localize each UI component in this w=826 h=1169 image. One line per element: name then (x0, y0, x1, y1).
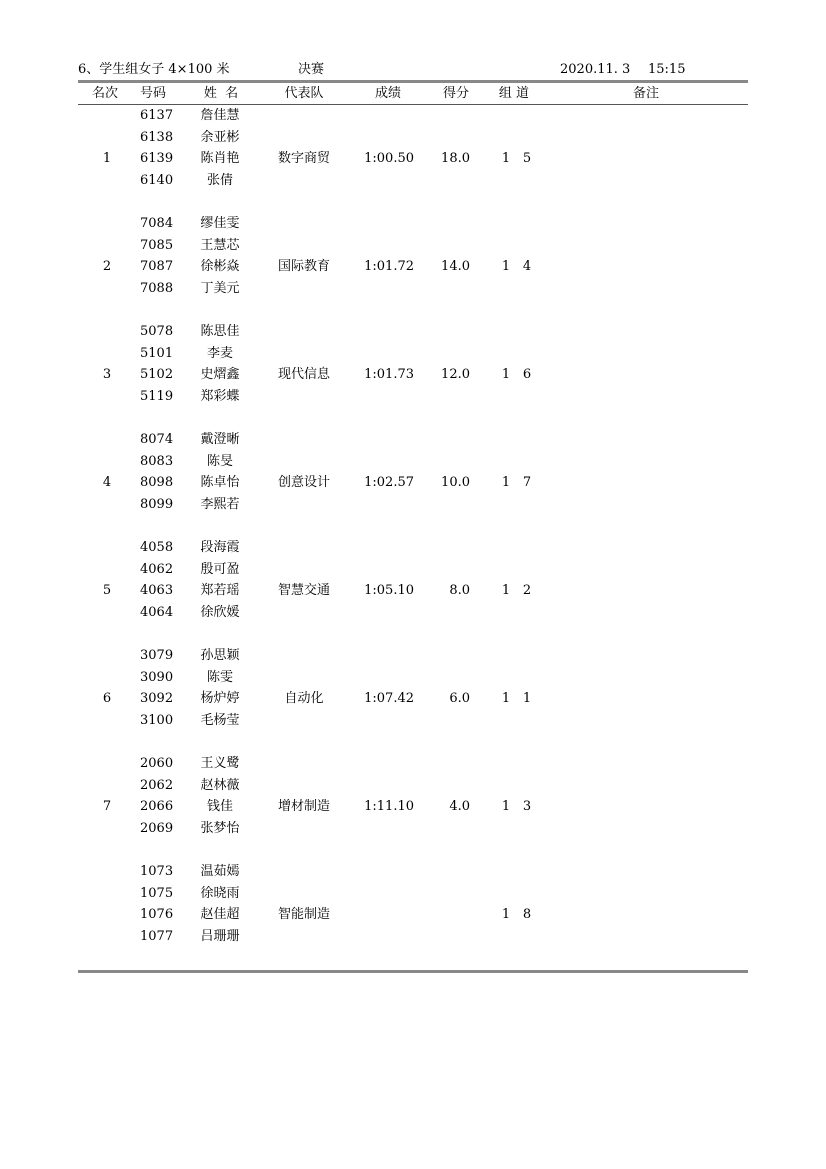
athlete-number: 2060 (140, 756, 174, 771)
athlete-name: 陈思佳 (200, 324, 240, 339)
athlete-name: 徐彬焱 (200, 259, 240, 275)
col-number-header: 号码 (139, 86, 167, 101)
athlete-name: 张倩 (206, 173, 234, 189)
athlete-name: 李麦 (206, 345, 234, 361)
result-cell: 1:01.73 (364, 367, 414, 383)
team-cell: 现代信息 (277, 367, 331, 383)
team-cell: 智慧交通 (277, 583, 331, 599)
athlete-number: 3092 (140, 691, 174, 707)
col-result-header: 成绩 (374, 86, 402, 101)
score-cell: 6.0 (449, 691, 470, 707)
lane-cell: 2 (522, 583, 532, 599)
col-name-header: 姓 名 (203, 86, 239, 101)
athlete-number: 3090 (140, 669, 174, 685)
athlete-number: 8083 (140, 453, 174, 469)
team-cell: 数字商贸 (277, 151, 331, 167)
athlete-number: 2069 (140, 821, 174, 837)
athlete-name: 钱佳 (206, 799, 234, 815)
athlete-number: 5101 (140, 345, 174, 361)
athlete-number: 5078 (140, 324, 174, 339)
athlete-number: 7087 (140, 259, 174, 275)
result-cell: 1:00.50 (364, 151, 414, 167)
lane-cell: 7 (522, 475, 532, 491)
athlete-number: 6137 (140, 108, 174, 123)
col-group-lane-header: 组 道 (498, 86, 530, 101)
athlete-name: 詹佳慧 (200, 108, 240, 123)
athlete-name: 陈肖艳 (200, 151, 240, 167)
lane-cell: 4 (522, 259, 532, 275)
athlete-name: 赵佳超 (200, 907, 240, 923)
rank-cell: 2 (102, 259, 112, 275)
group-cell: 1 (501, 691, 511, 707)
athlete-number: 8074 (140, 432, 174, 447)
round-label: 决赛 (298, 62, 325, 77)
result-cell: 1:02.57 (364, 475, 414, 491)
result-cell: 1:11.10 (364, 799, 414, 815)
score-cell: 14.0 (441, 259, 470, 275)
athlete-name: 史熠鑫 (200, 367, 240, 383)
group-cell: 1 (501, 907, 511, 923)
athlete-name: 毛杨莹 (200, 713, 240, 729)
team-cell: 创意设计 (277, 475, 331, 491)
group-cell: 1 (501, 367, 511, 383)
athlete-number: 2062 (140, 777, 174, 793)
lane-cell: 6 (522, 367, 532, 383)
athlete-name: 张梦怡 (200, 821, 240, 837)
athlete-name: 王义鹭 (200, 756, 240, 771)
athlete-number: 4063 (140, 583, 174, 599)
col-team-header: 代表队 (284, 86, 324, 101)
score-cell: 12.0 (441, 367, 470, 383)
athlete-number: 8099 (140, 497, 174, 513)
athlete-name: 段海霞 (200, 540, 240, 555)
athlete-name: 赵林薇 (200, 777, 240, 793)
result-cell: 1:07.42 (364, 691, 414, 707)
athlete-number: 4064 (140, 605, 174, 621)
col-remarks-header: 备注 (632, 86, 660, 101)
athlete-number: 6140 (140, 173, 174, 189)
athlete-number: 2066 (140, 799, 174, 815)
rank-cell: 1 (102, 151, 112, 167)
athlete-number: 4062 (140, 561, 174, 577)
score-cell: 8.0 (449, 583, 470, 599)
athlete-number: 6138 (140, 129, 174, 145)
rank-cell: 5 (102, 583, 112, 599)
athlete-name: 殷可盈 (200, 561, 240, 577)
team-cell: 国际教育 (277, 259, 331, 275)
lane-cell: 3 (522, 799, 532, 815)
athlete-name: 缪佳雯 (200, 216, 240, 231)
athlete-name: 陈雯 (206, 669, 234, 685)
score-cell: 18.0 (441, 151, 470, 167)
athlete-number: 5119 (140, 389, 174, 405)
athlete-name: 余亚彬 (200, 129, 240, 145)
athlete-number: 1073 (140, 864, 174, 879)
athlete-name: 郑若瑶 (200, 583, 240, 599)
lane-cell: 8 (522, 907, 532, 923)
athlete-number: 7088 (140, 281, 174, 297)
group-cell: 1 (501, 799, 511, 815)
result-cell: 1:05.10 (364, 583, 414, 599)
team-cell: 智能制造 (277, 907, 331, 923)
col-score-header: 得分 (442, 86, 470, 101)
athlete-name: 徐晓雨 (200, 885, 240, 901)
score-cell: 4.0 (449, 799, 470, 815)
group-cell: 1 (501, 583, 511, 599)
athlete-name: 郑彩蝶 (200, 389, 240, 405)
group-cell: 1 (501, 151, 511, 167)
date-label: 2020.11. 3 (560, 62, 631, 77)
athlete-name: 戴澄晰 (200, 432, 240, 447)
athlete-name: 丁美元 (200, 281, 240, 297)
time-label: 15:15 (648, 62, 686, 77)
rank-cell: 3 (102, 367, 112, 383)
athlete-name: 陈旻 (206, 453, 234, 469)
athlete-number: 1076 (140, 907, 174, 923)
team-cell: 自动化 (284, 691, 324, 707)
athlete-name: 徐欣媛 (200, 605, 240, 621)
athlete-number: 7084 (140, 216, 174, 231)
rank-cell: 6 (102, 691, 112, 707)
athlete-number: 4058 (140, 540, 174, 555)
top-rule (78, 80, 748, 83)
lane-cell: 5 (522, 151, 532, 167)
athlete-number: 7085 (140, 237, 174, 253)
athlete-number: 6139 (140, 151, 174, 167)
event-title: 6、学生组女子 4×100 米 (78, 62, 230, 77)
athlete-name: 陈卓怡 (200, 475, 240, 491)
athlete-name: 孙思颖 (200, 648, 240, 663)
athlete-number: 8098 (140, 475, 174, 491)
header-rule (78, 104, 748, 105)
team-cell: 增材制造 (277, 799, 331, 815)
athlete-name: 杨炉婷 (200, 691, 240, 707)
rank-cell: 4 (102, 475, 112, 491)
rank-cell: 7 (102, 799, 112, 815)
group-cell: 1 (501, 259, 511, 275)
athlete-name: 温茹嫣 (200, 864, 240, 879)
athlete-number: 5102 (140, 367, 174, 383)
group-cell: 1 (501, 475, 511, 491)
athlete-number: 1077 (140, 929, 174, 945)
bottom-rule (78, 970, 748, 973)
result-cell: 1:01.72 (364, 259, 414, 275)
athlete-number: 3079 (140, 648, 174, 663)
athlete-number: 1075 (140, 885, 174, 901)
col-rank-header: 名次 (91, 86, 119, 101)
athlete-name: 李熙若 (200, 497, 240, 513)
score-cell: 10.0 (441, 475, 470, 491)
athlete-name: 吕珊珊 (200, 929, 240, 945)
athlete-number: 3100 (140, 713, 174, 729)
lane-cell: 1 (522, 691, 532, 707)
athlete-name: 王慧芯 (200, 237, 240, 253)
